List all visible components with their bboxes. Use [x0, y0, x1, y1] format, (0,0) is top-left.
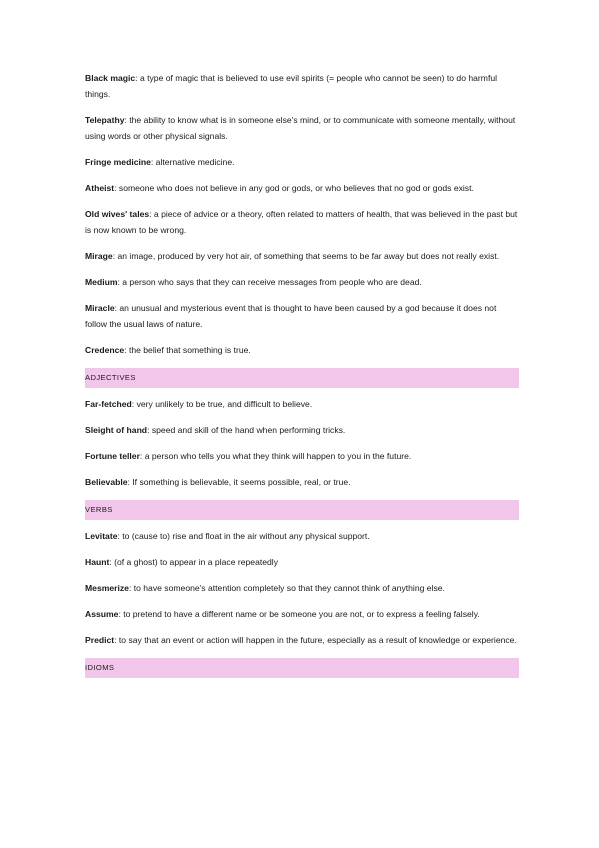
entry-definition: : to say that an event or action will happen in the future, especially as a result of knowledge or experience. [114, 635, 517, 645]
entry-term: Miracle [85, 303, 115, 313]
entry-term: Assume [85, 609, 119, 619]
entry-mesmerize [85, 580, 519, 596]
entry-definition: : a person who tells you what they think will happen to you in the future. [139, 451, 412, 461]
entry-definition: : a piece of advice or a theory, often related to matters of health, that was believed in the past but is now known to be wrong. [85, 209, 518, 235]
entry-term: Sleight of hand [85, 425, 148, 435]
section-idioms [85, 658, 519, 678]
entry-definition: : speed and skill of the hand when performing tricks. [147, 425, 346, 435]
entry-definition: : someone who does not believe in any god or gods, or who believes that no god or gods exist. [114, 183, 474, 193]
entry-sleight-of-hand [85, 422, 519, 438]
entry-term: Old wives' tales [85, 209, 150, 219]
entry-black-magic [85, 70, 519, 102]
entry-definition: : to have someone's attention completely so that they cannot think of anything else. [128, 583, 445, 593]
section-heading-label: IDIOMS [85, 663, 115, 672]
entry-definition: : (of a ghost) to appear in a place repeatedly [109, 557, 278, 567]
entry-term: Mesmerize [85, 583, 129, 593]
entry-mirage [85, 248, 519, 264]
entry-medium [85, 274, 519, 290]
entry-term: Fortune teller [85, 451, 140, 461]
entry-levitate [85, 528, 519, 544]
entry-term: Credence [85, 345, 125, 355]
entry-haunt [85, 554, 519, 570]
entry-term: Medium [85, 277, 118, 287]
section-verbs [85, 500, 519, 648]
section-nouns [85, 70, 519, 358]
entry-definition: : If something is believable, it seems possible, real, or true. [127, 477, 351, 487]
entry-definition: : very unlikely to be true, and difficult to believe. [131, 399, 313, 409]
entry-believable [85, 474, 519, 490]
entry-term: Fringe medicine [85, 157, 151, 167]
section-adjectives [85, 368, 519, 490]
entry-old-wives-tales [85, 206, 519, 238]
entry-term: Telepathy [85, 115, 125, 125]
entry-fringe-medicine [85, 154, 519, 170]
entry-definition: : to pretend to have a different name or be someone you are not, or to express a feeling falsely. [118, 609, 480, 619]
document-page [85, 70, 519, 686]
entry-fortune-teller [85, 448, 519, 464]
entry-term: Black magic [85, 73, 136, 83]
entry-term: Atheist [85, 183, 115, 193]
entry-assume [85, 606, 519, 622]
entry-term: Far-fetched [85, 399, 132, 409]
entry-definition: : the ability to know what is in someone else's mind, or to communicate with someone mentally, without using words or other physical signals. [85, 115, 516, 141]
entry-term: Predict [85, 635, 115, 645]
section-heading-label: ADJECTIVES [85, 373, 136, 382]
entry-far-fetched [85, 396, 519, 412]
section-heading-label: VERBS [85, 505, 113, 514]
section-heading-verbs [85, 500, 519, 520]
section-heading-idioms [85, 658, 519, 678]
entry-telepathy [85, 112, 519, 144]
section-heading-adjectives [85, 368, 519, 388]
entry-definition: : alternative medicine. [150, 157, 235, 167]
entry-definition: : to (cause to) rise and float in the air without any physical support. [117, 531, 370, 541]
entry-atheist [85, 180, 519, 196]
entry-term: Levitate [85, 531, 118, 541]
entry-definition: : an image, produced by very hot air, of something that seems to be far away but does not really exist. [112, 251, 500, 261]
entry-definition: : a type of magic that is believed to use evil spirits (= people who cannot be seen) to do harmful things. [85, 73, 498, 99]
entry-definition: : an unusual and mysterious event that is thought to have been caused by a god because it does not follow the usual laws of nature. [85, 303, 497, 329]
entry-definition: : a person who says that they can receive messages from people who are dead. [117, 277, 422, 287]
entry-definition: : the belief that something is true. [124, 345, 251, 355]
entry-term: Believable [85, 477, 128, 487]
entry-miracle [85, 300, 519, 332]
entry-term: Mirage [85, 251, 113, 261]
entry-term: Haunt [85, 557, 110, 567]
entry-predict [85, 632, 519, 648]
entry-credence [85, 342, 519, 358]
